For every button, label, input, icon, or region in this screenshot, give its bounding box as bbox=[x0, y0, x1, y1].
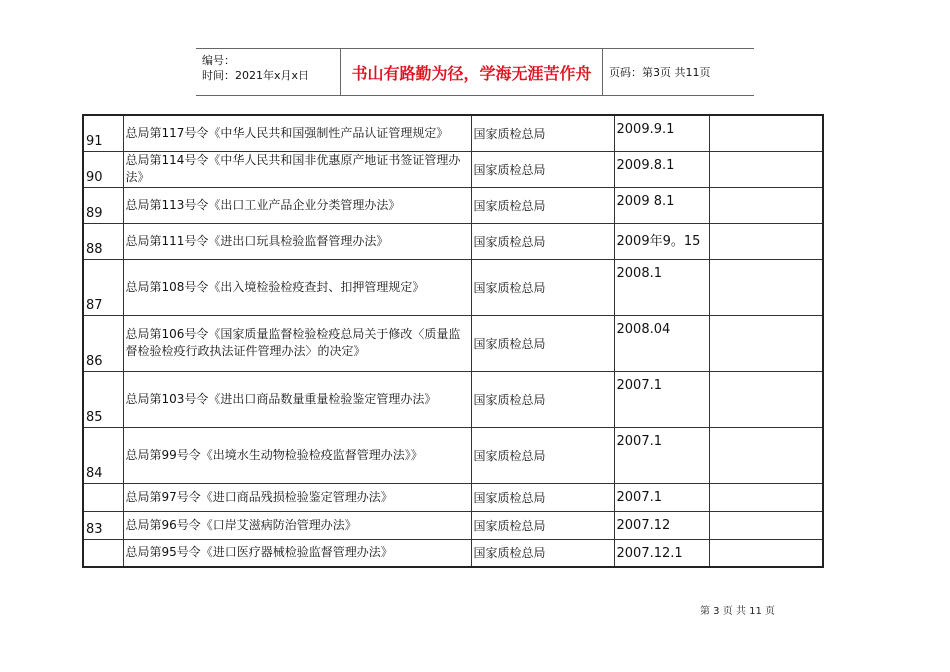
table-row bbox=[83, 115, 823, 151]
table-row bbox=[83, 371, 823, 427]
row-organization: 国家质检总局 bbox=[471, 483, 614, 511]
row-number: 85 bbox=[83, 371, 123, 427]
row-blank bbox=[709, 511, 823, 539]
row-organization: 国家质检总局 bbox=[471, 315, 614, 371]
row-number bbox=[83, 483, 123, 511]
row-title: 总局第97号令《进口商品残损检验鉴定管理办法》 bbox=[123, 483, 471, 511]
row-title: 总局第111号令《进出口玩具检验监督管理办法》 bbox=[123, 223, 471, 259]
row-organization: 国家质检总局 bbox=[471, 115, 614, 151]
row-number: 86 bbox=[83, 315, 123, 371]
table-row bbox=[83, 483, 823, 511]
table-row bbox=[83, 259, 823, 315]
row-title: 总局第108号令《出入境检验检疫查封、扣押管理规定》 bbox=[123, 259, 471, 315]
row-organization: 国家质检总局 bbox=[471, 427, 614, 483]
row-number: 88 bbox=[83, 223, 123, 259]
table-row bbox=[83, 315, 823, 371]
row-title: 总局第114号令《中华人民共和国非优惠原产地证书签证管理办法》 bbox=[123, 151, 471, 187]
row-number: 89 bbox=[83, 187, 123, 223]
row-number: 84 bbox=[83, 427, 123, 483]
row-title: 总局第103号令《进出口商品数量重量检验鉴定管理办法》 bbox=[123, 371, 471, 427]
header-page-info: 页码：第3页 共11页 bbox=[609, 66, 711, 79]
row-title: 总局第106号令《国家质量监督检验检疫总局关于修改〈质量监督检验检疫行政执法证件管理办法〉的决定》 bbox=[123, 315, 471, 371]
row-organization: 国家质检总局 bbox=[471, 511, 614, 539]
table-row bbox=[83, 511, 823, 539]
row-title: 总局第99号令《出境水生动物检验检疫监督管理办法》》 bbox=[123, 427, 471, 483]
row-number: 83 bbox=[83, 511, 123, 539]
row-organization: 国家质检总局 bbox=[471, 187, 614, 223]
row-date: 2009.8.1 bbox=[614, 151, 709, 187]
table-row bbox=[83, 539, 823, 567]
row-date: 2009年9。15 bbox=[614, 223, 709, 259]
row-title: 总局第96号令《口岸艾滋病防治管理办法》 bbox=[123, 511, 471, 539]
number-label: 编号： bbox=[202, 54, 235, 67]
row-date: 2008.1 bbox=[614, 259, 709, 315]
row-title: 总局第113号令《出口工业产品企业分类管理办法》 bbox=[123, 187, 471, 223]
table-row bbox=[83, 223, 823, 259]
row-date: 2007.1 bbox=[614, 427, 709, 483]
header-meta bbox=[196, 49, 341, 95]
row-blank bbox=[709, 151, 823, 187]
row-date: 2007.12.1 bbox=[614, 539, 709, 567]
row-number: 91 bbox=[83, 115, 123, 151]
row-number bbox=[83, 539, 123, 567]
page-header bbox=[196, 48, 754, 96]
row-blank bbox=[709, 259, 823, 315]
header-motto: 书山有路勤为径，学海无涯苦作舟 bbox=[341, 49, 603, 95]
row-organization: 国家质检总局 bbox=[471, 539, 614, 567]
table-row bbox=[83, 187, 823, 223]
table-row bbox=[83, 427, 823, 483]
row-blank bbox=[709, 187, 823, 223]
row-date: 2008.04 bbox=[614, 315, 709, 371]
row-organization: 国家质检总局 bbox=[471, 151, 614, 187]
row-date: 2007.1 bbox=[614, 483, 709, 511]
row-organization: 国家质检总局 bbox=[471, 259, 614, 315]
row-number: 90 bbox=[83, 151, 123, 187]
row-blank bbox=[709, 371, 823, 427]
row-date: 2009.9.1 bbox=[614, 115, 709, 151]
row-blank bbox=[709, 427, 823, 483]
row-blank bbox=[709, 539, 823, 567]
row-organization: 国家质检总局 bbox=[471, 223, 614, 259]
table-row bbox=[83, 151, 823, 187]
page-footer: 第 3 页 共 11 页 bbox=[700, 606, 775, 617]
row-title: 总局第117号令《中华人民共和国强制性产品认证管理规定》 bbox=[123, 115, 471, 151]
time-label: 时间：2021年x月x日 bbox=[202, 69, 310, 82]
row-blank bbox=[709, 483, 823, 511]
row-date: 2007.1 bbox=[614, 371, 709, 427]
regulations-table bbox=[82, 114, 824, 568]
row-blank bbox=[709, 115, 823, 151]
row-date: 2007.12 bbox=[614, 511, 709, 539]
row-blank bbox=[709, 223, 823, 259]
row-title: 总局第95号令《进口医疗器械检验监督管理办法》 bbox=[123, 539, 471, 567]
row-organization: 国家质检总局 bbox=[471, 371, 614, 427]
row-blank bbox=[709, 315, 823, 371]
row-number: 87 bbox=[83, 259, 123, 315]
row-date: 2009 8.1 bbox=[614, 187, 709, 223]
